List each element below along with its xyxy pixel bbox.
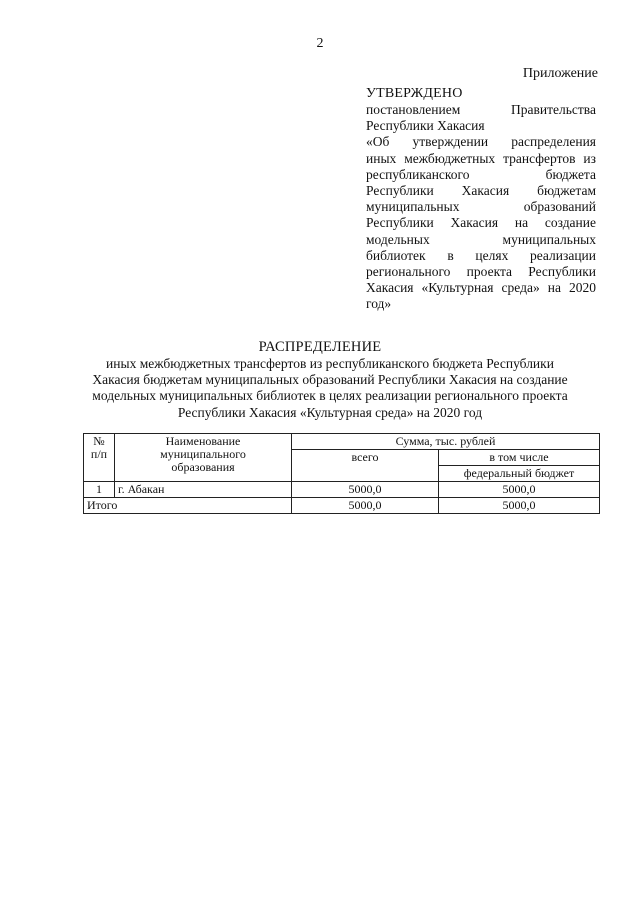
- header-name-line: Наименование: [165, 434, 241, 448]
- approval-line: «Об утверждении распределения: [366, 134, 596, 150]
- approval-line: республиканского бюджета: [366, 166, 596, 182]
- approval-line: библиотек в целях реализации: [366, 247, 596, 263]
- approval-line: постановлением Правительства: [366, 102, 596, 117]
- footer-federal: 5000,0: [439, 498, 600, 514]
- table-header-row: [84, 434, 600, 450]
- document-title: РАСПРЕДЕЛЕНИЕ: [258, 339, 382, 355]
- approval-line: Республики Хакасия бюджетам: [366, 183, 596, 199]
- approval-line: Республики Хакасия: [366, 118, 485, 134]
- header-including: в том числе: [439, 450, 600, 466]
- approval-line: Республики Хакасия на создание: [366, 215, 596, 231]
- header-federal: федеральный бюджет: [439, 466, 600, 482]
- row-federal: 5000,0: [439, 482, 600, 498]
- document-subtitle: [60, 356, 600, 421]
- page-number: 2: [316, 36, 324, 51]
- approval-statement: [366, 102, 596, 313]
- header-num-abbr: п/п: [90, 447, 108, 461]
- table-row: [84, 482, 600, 498]
- approval-line: год»: [366, 296, 392, 312]
- footer-total: 5000,0: [292, 498, 439, 514]
- distribution-table: [83, 433, 600, 514]
- subtitle-line: модельных муниципальных библиотек в целях реализации регионального проекта: [92, 388, 568, 404]
- appendix-label: Приложение: [522, 66, 598, 81]
- approval-line: Хакасия «Культурная среда» на 2020: [366, 280, 596, 296]
- header-num-cell: [84, 434, 115, 482]
- subtitle-line: иных межбюджетных трансфертов из республиканского бюджета Республики: [106, 356, 554, 371]
- approved-label: УТВЕРЖДЕНО: [366, 86, 463, 101]
- approval-line: модельных муниципальных: [366, 231, 596, 247]
- header-num-symbol: №: [93, 434, 105, 448]
- row-total: 5000,0: [292, 482, 439, 498]
- footer-label: Итого: [84, 498, 292, 514]
- header-sum: Сумма, тыс. рублей: [292, 434, 600, 450]
- row-name: г. Абакан: [115, 482, 292, 498]
- table-footer-row: [84, 498, 600, 514]
- header-name-line: муниципального: [160, 447, 246, 461]
- approval-line: иных межбюджетных трансфертов из: [366, 150, 596, 166]
- approval-line: муниципальных образований: [366, 199, 596, 215]
- header-name-cell: [115, 434, 292, 482]
- subtitle-line: Хакасия бюджетам муниципальных образований Республики Хакасия на создание: [92, 372, 568, 388]
- approval-line: регионального проекта Республики: [366, 264, 596, 280]
- header-total: всего: [292, 450, 439, 482]
- row-num: 1: [84, 482, 115, 498]
- header-name-line: образования: [171, 460, 235, 474]
- subtitle-line: Республики Хакасия «Культурная среда» на 2020 год: [177, 404, 483, 420]
